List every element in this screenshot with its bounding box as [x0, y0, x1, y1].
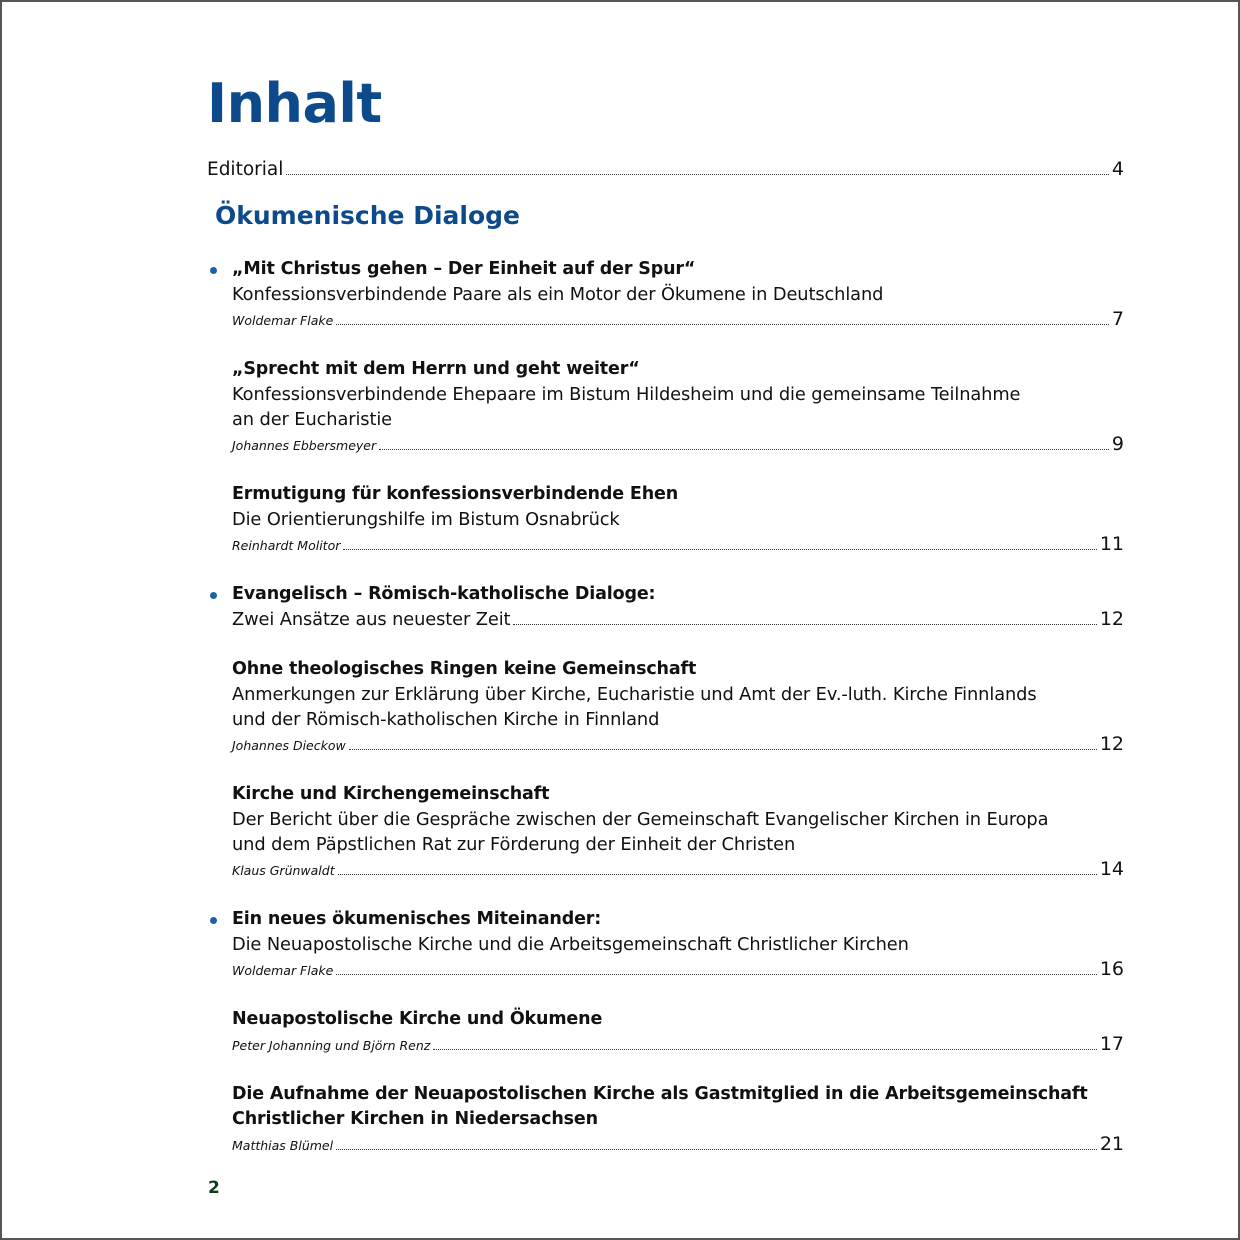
entry-subtitle: Anmerkungen zur Erklärung über Kirche, Eucharistie und Amt der Ev.-luth. Kirche Finnlands [232, 684, 1037, 705]
page-number: 12 [1099, 608, 1124, 630]
entry-author: Matthias Blümel [232, 1138, 334, 1153]
footer-page-number: 2 [208, 1178, 220, 1198]
dot-leader [513, 623, 1096, 625]
entry-author-row [232, 732, 1124, 757]
entry-subtitle: an der Eucharistie [232, 409, 393, 430]
editorial-label: Editorial [207, 159, 284, 180]
entry-author: Johannes Ebbersmeyer [232, 438, 377, 453]
entry-author: Woldemar Flake [232, 963, 334, 978]
entry-author-row [232, 957, 1124, 982]
entry-author-row [232, 857, 1124, 882]
entry-title-continued: Christlicher Kirchen in Niedersachsen [232, 1109, 598, 1129]
entry-author-row [232, 532, 1124, 557]
entry-title: Evangelisch – Römisch-katholische Dialoge: [232, 584, 656, 604]
section-heading: Ökumenische Dialoge [215, 201, 520, 230]
entry-title: „Mit Christus gehen – Der Einheit auf der Spur“ [232, 259, 696, 279]
toc-entry-editorial[interactable] [207, 155, 1124, 184]
dot-leader [336, 323, 1109, 325]
entry-author-row [232, 1132, 1124, 1157]
bullet-icon [210, 267, 217, 274]
entry-author: Johannes Dieckow [232, 738, 346, 753]
entry-title: Neuapostolische Kirche und Ökumene [232, 1009, 603, 1029]
entry-author: Peter Johanning und Björn Renz [232, 1038, 431, 1053]
entry-subtitle: Die Orientierungshilfe im Bistum Osnabrück [232, 509, 620, 530]
toc-list [232, 257, 1124, 1182]
entry-title: Ermutigung für konfessionsverbindende Ehen [232, 484, 679, 504]
entry-author-row [232, 1032, 1124, 1057]
toc-entry[interactable] [232, 782, 1124, 882]
entry-subtitle: Konfessionsverbindende Paare als ein Motor der Ökumene in Deutschland [232, 284, 884, 305]
entry-title: Ohne theologisches Ringen keine Gemeinschaft [232, 659, 697, 679]
toc-entry[interactable] [232, 357, 1124, 457]
page-number: 7 [1111, 308, 1124, 330]
entry-title: Die Aufnahme der Neuapostolischen Kirche als Gastmitglied in die Arbeitsgemeinschaft [232, 1084, 1088, 1104]
dot-leader [343, 548, 1096, 550]
entry-author-row [232, 307, 1124, 332]
page-number: 21 [1099, 1133, 1124, 1155]
page-number: 12 [1099, 733, 1124, 755]
entry-title: Kirche und Kirchengemeinschaft [232, 784, 550, 804]
toc-entry[interactable] [232, 582, 1124, 632]
page-number: 16 [1099, 958, 1124, 980]
page-number: 4 [1111, 158, 1124, 180]
entry-author: Woldemar Flake [232, 313, 334, 328]
dot-leader [349, 748, 1097, 750]
page-number: 9 [1111, 433, 1124, 455]
entry-title: „Sprecht mit dem Herrn und geht weiter“ [232, 359, 640, 379]
dot-leader [338, 873, 1097, 875]
page-number: 14 [1099, 858, 1124, 880]
entry-subtitle: Zwei Ansätze aus neuester Zeit [232, 609, 511, 630]
bullet-icon [210, 917, 217, 924]
toc-entry[interactable] [232, 657, 1124, 757]
dot-leader [336, 973, 1097, 975]
page-number: 11 [1099, 533, 1124, 555]
entry-subtitle: Die Neuapostolische Kirche und die Arbeitsgemeinschaft Christlicher Kirchen [232, 934, 909, 955]
dot-leader [336, 1148, 1097, 1150]
entry-subtitle-row [232, 607, 1124, 632]
toc-entry[interactable] [232, 1082, 1124, 1157]
entry-subtitle: Konfessionsverbindende Ehepaare im Bistum Hildesheim und die gemeinsame Teilnahme [232, 384, 1021, 405]
entry-subtitle: und der Römisch-katholischen Kirche in Finnland [232, 709, 660, 730]
dot-leader [286, 173, 1109, 175]
entry-subtitle: Der Bericht über die Gespräche zwischen der Gemeinschaft Evangelischer Kirchen in Europa [232, 809, 1049, 830]
entry-author: Klaus Grünwaldt [232, 863, 335, 878]
toc-entry[interactable] [232, 257, 1124, 332]
bullet-icon [210, 592, 217, 599]
page-number: 17 [1099, 1033, 1124, 1055]
page-title: Inhalt [207, 72, 382, 135]
entry-author: Reinhardt Molitor [232, 538, 341, 553]
entry-author-row [232, 432, 1124, 457]
dot-leader [379, 448, 1109, 450]
toc-entry[interactable] [232, 907, 1124, 982]
entry-subtitle: und dem Päpstlichen Rat zur Förderung der Einheit der Christen [232, 834, 796, 855]
dot-leader [433, 1048, 1096, 1050]
entry-title: Ein neues ökumenisches Miteinander: [232, 909, 602, 929]
toc-entry[interactable] [232, 1007, 1124, 1057]
toc-entry[interactable] [232, 482, 1124, 557]
